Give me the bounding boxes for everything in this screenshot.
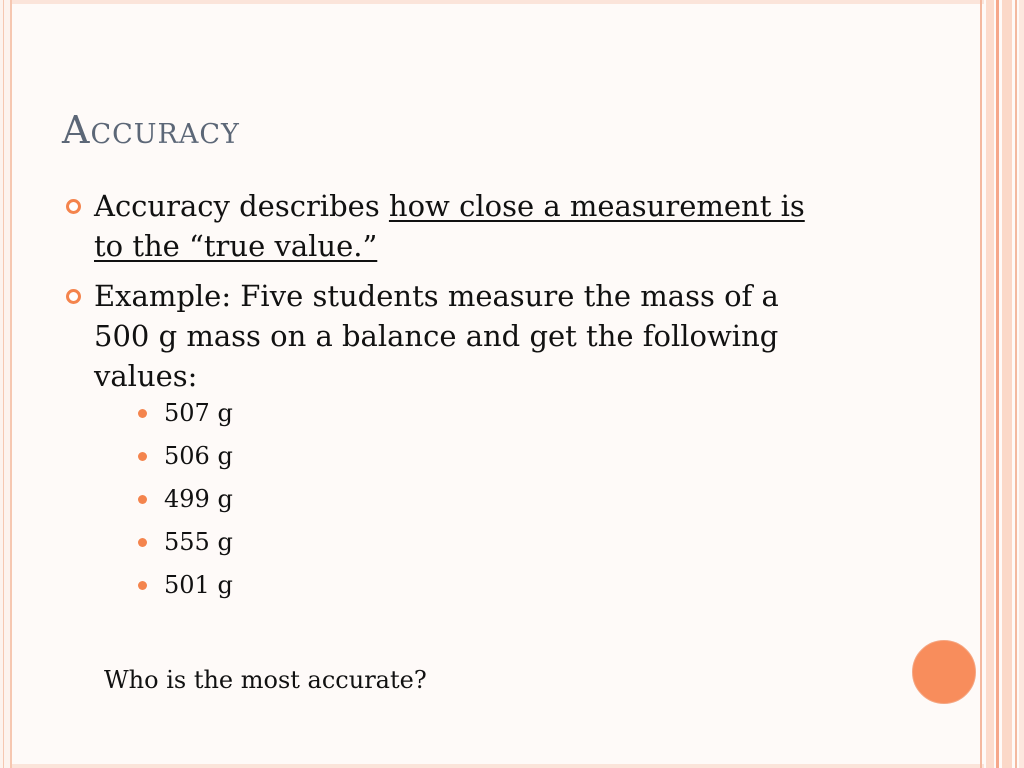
underlined-phrase: to the “true value.” [94,229,378,263]
dot-bullet-icon [138,409,147,418]
value-text: 555 g [164,528,233,556]
frame-top-border [0,0,984,4]
frame-left-border [0,0,12,768]
bullet-ring-icon [66,289,81,304]
bullet-example [62,276,862,600]
list-item [136,484,862,514]
underlined-phrase: how close a measurement is [388,189,805,223]
list-item [136,398,862,428]
value-text: 501 g [164,571,233,599]
list-item [136,527,862,557]
stripe [980,0,982,768]
slide-content [62,186,862,613]
slide-title: Accuracy [62,108,240,152]
bullet-line: values: [94,359,198,393]
dot-bullet-icon [138,495,147,504]
stripe [996,0,999,768]
bullet-accuracy-definition [62,186,862,266]
question-text: Who is the most accurate? [104,666,427,694]
stripe [986,0,994,768]
value-text: 506 g [164,442,233,470]
decorative-circle [912,640,976,704]
stripe [1002,0,1012,768]
bullet-line: 500 g mass on a balance and get the following [94,319,779,353]
bullet-line: Example: Five students measure the mass of a [94,279,779,313]
stripe [1015,0,1017,768]
decorative-stripes [980,0,1024,768]
list-item [136,570,862,600]
dot-bullet-icon [138,538,147,547]
stripe [1019,0,1024,768]
bullet-text: Accuracy describes [94,189,389,223]
values-list [136,398,862,600]
dot-bullet-icon [138,452,147,461]
dot-bullet-icon [138,581,147,590]
value-text: 499 g [164,485,233,513]
list-item [136,441,862,471]
frame-bottom-border [0,764,984,768]
bullet-ring-icon [66,199,81,214]
value-text: 507 g [164,399,233,427]
